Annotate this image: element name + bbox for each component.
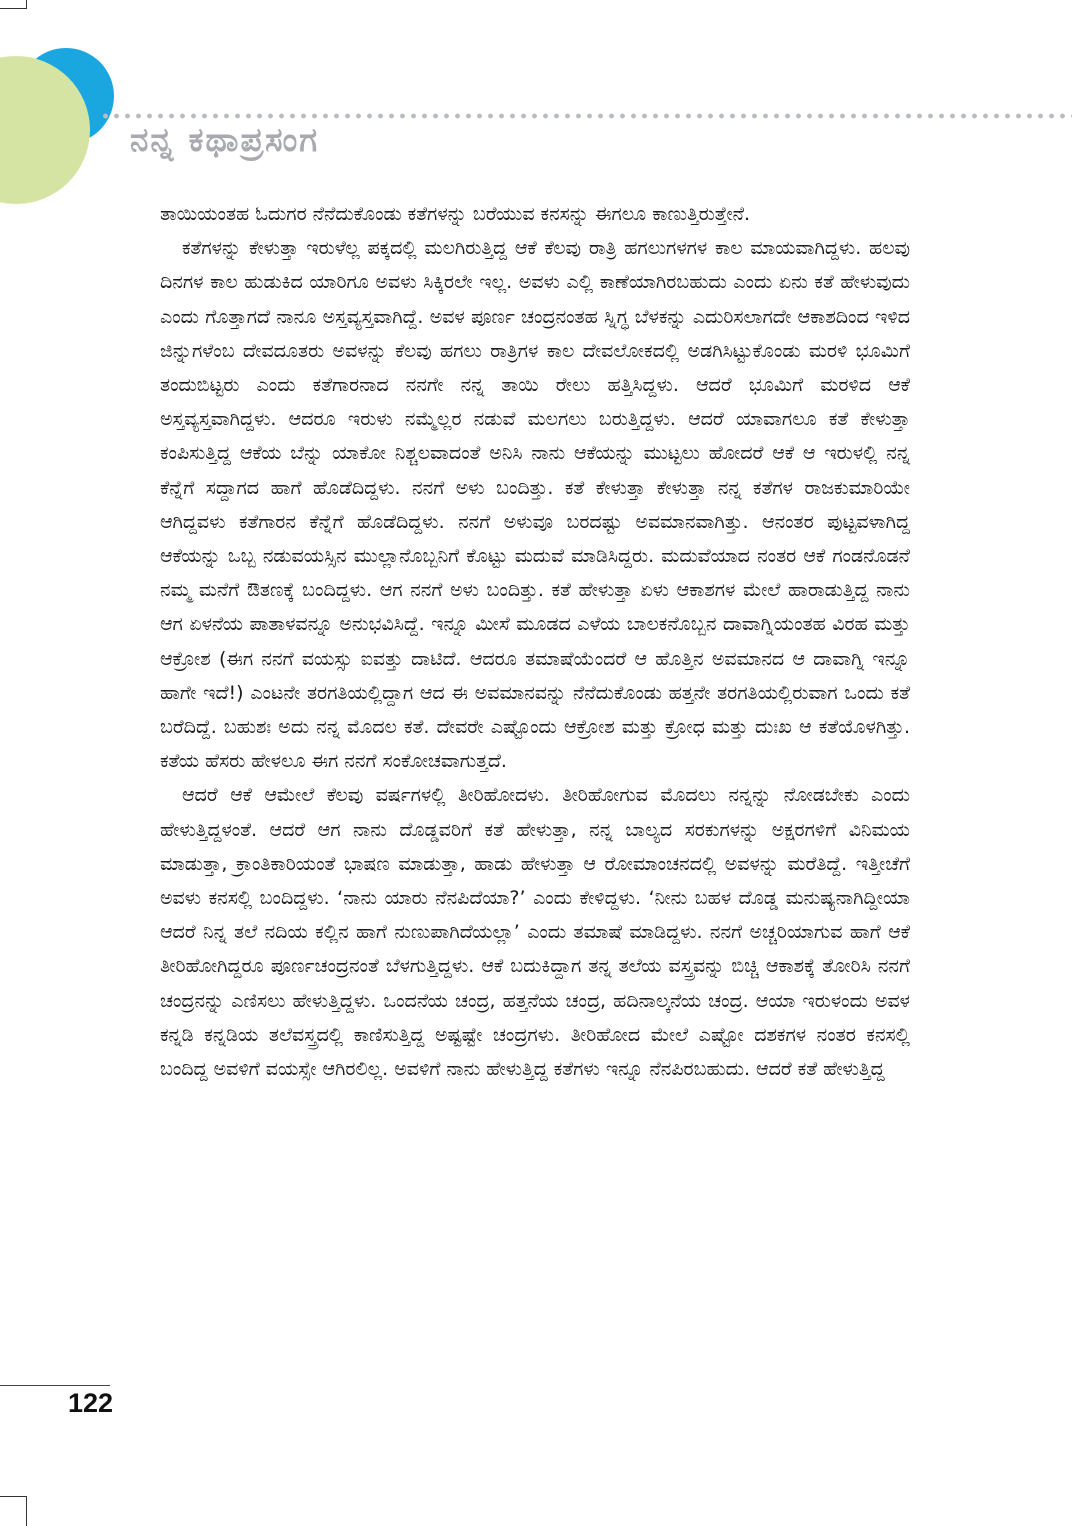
page-number: 122 <box>68 1388 114 1418</box>
paragraph-1: ತಾಯಿಯಂತಹ ಓದುಗರ ನೆನೆದುಕೊಂಡು ಕತೆಗಳನ್ನು ಬರೆಯುವ ಕನಸನ್ನು ಈಗಲೂ ಕಾಣುತ್ತಿರುತ್ತೇನೆ. <box>160 203 751 225</box>
dotted-header-rule <box>100 112 1072 120</box>
crop-mark-top-left <box>0 0 27 9</box>
footer-rule <box>0 1385 110 1386</box>
paragraph-3: ಆದರೆ ಆಕೆ ಆಮೇಲೆ ಕೆಲವು ವರ್ಷಗಳಲ್ಲಿ ತೀರಿಹೋದಳು. ತೀರಿಹೋಗುವ ಮೊದಲು ನನ್ನನ್ನು ನೋಡಬೇಕು ಎಂದು ಹೇಳುತ್ತಿದ್ದಳಂತೆ. ಆದರೆ ಆಗ ನಾನು ದೊಡ್ಡವರಿಗೆ ಕತೆ ಹೇಳುತ್ತಾ, ನನ್ನ ಬಾಲ್ಯದ ಸರಕುಗಳನ್ನು ಅಕ್ಷರಗಳಿಗೆ ವಿನಿಮಯ ಮಾಡುತ್ತಾ, ಕ್ರಾಂತಿಕಾರಿಯಂತೆ ಭಾಷಣ ಮಾಡುತ್ತಾ, ಹಾಡು ಹೇಳುತ್ತಾ ಆ ರೋಮಾಂಚನದಲ್ಲಿ ಅವಳನ್ನು ಮರೆತಿದ್ದೆ. ಇತ್ತೀಚೆಗೆ ಅವಳು ಕನಸಲ್ಲಿ ಬಂದಿದ್ದಳು. ‘ನಾನು ಯಾರು ನೆನಪಿದೆಯಾ?’ ಎಂದು ಕೇಳಿದ್ದಳು. ‘ನೀನು ಬಹಳ ದೊಡ್ಡ ಮನುಷ್ಯನಾಗಿದ್ದೀಯಾ ಆದರೆ ನಿನ್ನ ತಲೆ ನದಿಯ ಕಲ್ಲಿನ ಹಾಗೆ ನುಣುಪಾಗಿದೆಯಲ್ಲಾ’ ಎಂದು ತಮಾಷೆ ಮಾಡಿದ್ದಳು. ನನಗೆ ಅಚ್ಚರಿಯಾಗುವ ಹಾಗೆ ಆಕೆ ತೀರಿಹೋಗಿದ್ದರೂ ಪೂರ್ಣಚಂದ್ರನಂತೆ ಬೆಳಗುತ್ತಿದ್ದಳು. ಆಕೆ ಬದುಕಿದ್ದಾಗ ತನ್ನ ತಲೆಯ ವಸ್ತ್ರವನ್ನು ಬಿಚ್ಚಿ ಆಕಾಶಕ್ಕೆ ತೋರಿಸಿ ನನಗೆ ಚಂದ್ರನನ್ನು ಎಣಿಸಲು ಹೇಳುತ್ತಿದ್ದಳು. ಒಂದನೆಯ ಚಂದ್ರ, ಹತ್ತನೆಯ ಚಂದ್ರ, ಹದಿನಾಲ್ಕನೆಯ ಚಂದ್ರ. ಆಯಾ ಇರುಳಂದು ಅವಳ ಕನ್ನಡಿ ಕನ್ನಡಿಯ ತಲೆವಸ್ತ್ರದಲ್ಲಿ ಕಾಣಿಸುತ್ತಿದ್ದ ಅಷ್ಟಷ್ಟೇ ಚಂದ್ರಗಳು. ತೀರಿಹೋದ ಮೇಲೆ ಎಷ್ಟೋ ದಶಕಗಳ ನಂತರ ಕನಸಲ್ಲಿ ಬಂದಿದ್ದ ಅವಳಿಗೆ ವಯಸ್ಸೇ ಆಗಿರಲಿಲ್ಲ. ಅವಳಿಗೆ ನಾನು ಹೇಳುತ್ತಿದ್ದ ಕತೆಗಳು ಇನ್ನೂ ನೆನಪಿರಬಹುದು. ಆದರೆ ಕತೆ ಹೇಳುತ್ತಿದ್ದ <box>160 784 910 1081</box>
body-text <box>160 197 910 1086</box>
paragraph-2: ಕತೆಗಳನ್ನು ಕೇಳುತ್ತಾ ಇರುಳೆಲ್ಲ ಪಕ್ಕದಲ್ಲಿ ಮಲಗಿರುತ್ತಿದ್ದ ಆಕೆ ಕೆಲವು ರಾತ್ರಿ ಹಗಲುಗಳಗಳ ಕಾಲ ಮಾಯವಾಗಿದ್ದಳು. ಹಲವು ದಿನಗಳ ಕಾಲ ಹುಡುಕಿದ ಯಾರಿಗೂ ಅವಳು ಸಿಕ್ಕಿರಲೇ ಇಲ್ಲ. ಅವಳು ಎಲ್ಲಿ ಕಾಣೆಯಾಗಿರಬಹುದು ಎಂದು ಏನು ಕತೆ ಹೇಳುವುದು ಎಂದು ಗೊತ್ತಾಗದೆ ನಾನೂ ಅಸ್ತವ್ಯಸ್ತವಾಗಿದ್ದೆ. ಅವಳ ಪೂರ್ಣ ಚಂದ್ರನಂತಹ ಸ್ನಿಗ್ಧ ಬೆಳಕನ್ನು ಎದುರಿಸಲಾಗದೇ ಆಕಾಶದಿಂದ ಇಳಿದ ಜಿನ್ನುಗಳೆಂಬ ದೇವದೂತರು ಅವಳನ್ನು ಕೆಲವು ಹಗಲು ರಾತ್ರಿಗಳ ಕಾಲ ದೇವಲೋಕದಲ್ಲಿ ಅಡಗಿಸಿಟ್ಟುಕೊಂಡು ಮರಳಿ ಭೂಮಿಗೆ ತಂದುಬಿಟ್ಟರು ಎಂದು ಕತೆಗಾರನಾದ ನನಗೇ ನನ್ನ ತಾಯಿ ರೇಲು ಹತ್ತಿಸಿದ್ದಳು. ಆದರೆ ಭೂಮಿಗೆ ಮರಳಿದ ಆಕೆ ಅಸ್ತವ್ಯಸ್ತವಾಗಿದ್ದಳು. ಆದರೂ ಇರುಳು ನಮ್ಮೆಲ್ಲರ ನಡುವೆ ಮಲಗಲು ಬರುತ್ತಿದ್ದಳು. ಆದರೆ ಯಾವಾಗಲೂ ಕತೆ ಕೇಳುತ್ತಾ ಕಂಪಿಸುತ್ತಿದ್ದ ಆಕೆಯ ಬೆನ್ನು ಯಾಕೋ ನಿಶ್ಚಲವಾದಂತೆ ಅನಿಸಿ ನಾನು ಆಕೆಯನ್ನು ಮುಟ್ಟಲು ಹೋದರೆ ಆಕೆ ಆ ಇರುಳಲ್ಲಿ ನನ್ನ ಕೆನ್ನೆಗೆ ಸದ್ದಾಗದ ಹಾಗೆ ಹೊಡೆದಿದ್ದಳು. ನನಗೆ ಅಳು ಬಂದಿತ್ತು. ಕತೆ ಕೇಳುತ್ತಾ ಕೇಳುತ್ತಾ ನನ್ನ ಕತೆಗಳ ರಾಜಕುಮಾರಿಯೇ ಆಗಿದ್ದವಳು ಕತೆಗಾರನ ಕೆನ್ನೆಗೆ ಹೊಡೆದಿದ್ದಳು. ನನಗೆ ಅಳುವೂ ಬರದಷ್ಟು ಅವಮಾನವಾಗಿತ್ತು. ಆನಂತರ ಪುಟ್ಟವಳಾಗಿದ್ದ ಆಕೆಯನ್ನು ಒಬ್ಬ ನಡುವಯಸ್ಸಿನ ಮುಲ್ಲಾನೊಬ್ಬನಿಗೆ ಕೊಟ್ಟು ಮದುವೆ ಮಾಡಿಸಿದ್ದರು. ಮದುವೆಯಾದ ನಂತರ ಆಕೆ ಗಂಡನೊಡನೆ ನಮ್ಮ ಮನೆಗೆ ಔತಣಕ್ಕೆ ಬಂದಿದ್ದಳು. ಆಗ ನನಗೆ ಅಳು ಬಂದಿತ್ತು. ಕತೆ ಹೇಳುತ್ತಾ ಏಳು ಆಕಾಶಗಳ ಮೇಲೆ ಹಾರಾಡುತ್ತಿದ್ದ ನಾನು ಆಗ ಏಳನೆಯ ಪಾತಾಳವನ್ನೂ ಅನುಭವಿಸಿದ್ದೆ. ಇನ್ನೂ ಮೀಸೆ ಮೂಡದ ಎಳೆಯ ಬಾಲಕನೊಬ್ಬನ ದಾವಾಗ್ನಿಯಂತಹ ವಿರಹ ಮತ್ತು ಆಕ್ರೋಶ (ಈಗ ನನಗೆ ವಯಸ್ಸು ಐವತ್ತು ದಾಟಿದೆ. ಆದರೂ ತಮಾಷೆಯೆಂದರೆ ಆ ಹೊತ್ತಿನ ಅವಮಾನದ ಆ ದಾವಾಗ್ನಿ ಇನ್ನೂ ಹಾಗೇ ಇದೆ!) ಎಂಟನೇ ತರಗತಿಯಲ್ಲಿದ್ದಾಗ ಆದ ಈ ಅವಮಾನವನ್ನು ನೆನೆದುಕೊಂಡು ಹತ್ತನೇ ತರಗತಿಯಲ್ಲಿರುವಾಗ ಒಂದು ಕತೆ ಬರೆದಿದ್ದೆ. ಬಹುಶಃ ಅದು ನನ್ನ ಮೊದಲ ಕತೆ. ದೇವರೇ ಎಷ್ಟೊಂದು ಆಕ್ರೋಶ ಮತ್ತು ಕ್ರೋಧ ಮತ್ತು ದುಃಖ ಆ ಕತೆಯೊಳಗಿತ್ತು. ಕತೆಯ ಹೆಸರು ಹೇಳಲೂ ಈಗ ನನಗೆ ಸಂಕೋಚವಾಗುತ್ತದೆ. <box>160 237 910 773</box>
crop-mark-bottom-left <box>0 1496 27 1526</box>
chapter-title: ನನ್ನ ಕಥಾಪ್ರಸಂಗ <box>130 120 320 159</box>
